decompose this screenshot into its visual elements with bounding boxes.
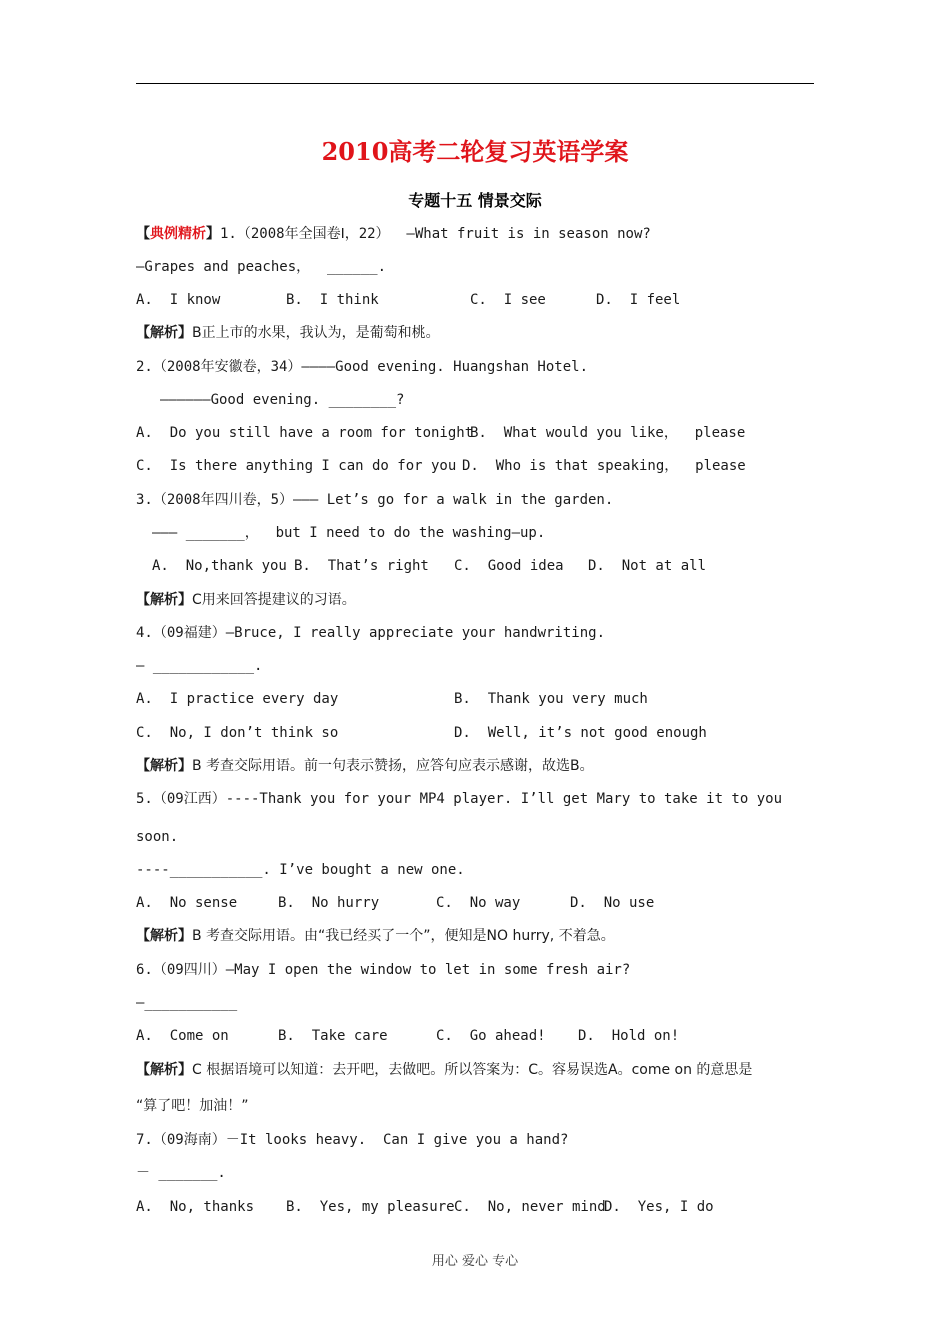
option-c: C. No way (436, 895, 521, 911)
option-c: C. No, I don’t think so (136, 725, 339, 741)
option-d: D. Well, it’s not good enough (454, 725, 707, 741)
section-subtitle: 专题十五 情景交际 (408, 191, 542, 210)
question-3-reply: ——— _______， but I need to do the washing—up. (152, 525, 546, 541)
option-b: B. I think (286, 292, 379, 308)
question-2-reply: ——————Good evening. ________? (160, 392, 405, 408)
question-3-stem: 3.（2008年四川卷，5）——— Let’s go for a walk in the garden. (136, 492, 614, 508)
option-a: A. I practice every day (136, 691, 339, 707)
option-c: C. Good idea (454, 558, 564, 574)
option-d: D. Who is that speaking， please (462, 458, 746, 474)
option-a: A. No,thank you (152, 558, 287, 574)
example-tag: 典例精析 (150, 226, 206, 242)
option-d: D. No use (570, 895, 655, 911)
option-a: A. I know (136, 292, 221, 308)
option-c: C. No, never mind (454, 1199, 606, 1215)
option-b: B. That’s right (294, 558, 429, 574)
option-d: D. Yes, I do (604, 1199, 714, 1215)
option-a: A. No, thanks (136, 1199, 255, 1215)
question-1-reply: —Grapes and peaches， ______. (136, 259, 387, 275)
option-a: A. Do you still have a room for tonight (136, 425, 474, 441)
option-d: D. I feel (596, 292, 681, 308)
question-7-reply: － _______. (136, 1165, 226, 1181)
analysis-6-continued: “算了吧！加油！” (136, 1098, 249, 1114)
header-rule (136, 83, 814, 84)
analysis-3: 【解析】C用来回答提建议的习语。 (136, 592, 356, 608)
question-6-reply: —___________ (136, 995, 238, 1011)
option-b: B. Yes, my pleasure (286, 1199, 455, 1215)
question-5-stem-continued: soon. (136, 829, 179, 845)
question-6-stem: 6.（09四川）—May I open the window to let in some fresh air? (136, 962, 631, 978)
option-c: C. Go ahead! (436, 1028, 546, 1044)
analysis-5: 【解析】B 考查交际用语。由“我已经买了一个”，便知是NO hurry, 不着急。 (136, 928, 615, 944)
option-b: B. Thank you very much (454, 691, 648, 707)
option-a: A. No sense (136, 895, 238, 911)
option-c: C. I see (470, 292, 546, 308)
option-a: A. Come on (136, 1028, 229, 1044)
analysis-6: 【解析】C 根据语境可以知道：去开吧，去做吧。所以答案为：C。容易误选A。come on 的意思是 (136, 1062, 753, 1078)
question-4-stem: 4.（09福建）–Bruce, I really appreciate your handwriting. (136, 625, 606, 641)
analysis-1: 【解析】B正上市的水果，我认为，是葡萄和桃。 (136, 325, 440, 341)
option-b: B. What would you like， please (470, 425, 746, 441)
question-5-stem: 5.（09江西）----Thank you for your MP4 player. I’ll get Mary to take it to you (136, 791, 783, 807)
option-c: C. Is there anything I can do for you (136, 458, 457, 474)
option-d: D. Hold on! (578, 1028, 680, 1044)
analysis-4: 【解析】B 考查交际用语。前一句表示赞扬，应答句应表示感谢，故选B。 (136, 758, 594, 774)
page-footer: 用心 爱心 专心 (431, 1254, 519, 1269)
option-b: B. Take care (278, 1028, 388, 1044)
question-7-stem: 7.（09海南）－It looks heavy. Can I give you a hand? (136, 1132, 569, 1148)
option-b: B. No hurry (278, 895, 380, 911)
page-title: 2010高考二轮复习英语学案 (321, 137, 629, 166)
option-d: D. Not at all (588, 558, 707, 574)
question-1-stem: 【典例精析】1.（2008年全国卷Ⅰ，22） —What fruit is in season now? (136, 226, 651, 242)
question-4-reply: – ____________. (136, 658, 263, 674)
question-5-reply: ----___________. I’ve bought a new one. (136, 862, 465, 878)
question-2-stem: 2.（2008年安徽卷，34）————Good evening. Huangshan Hotel. (136, 359, 589, 375)
